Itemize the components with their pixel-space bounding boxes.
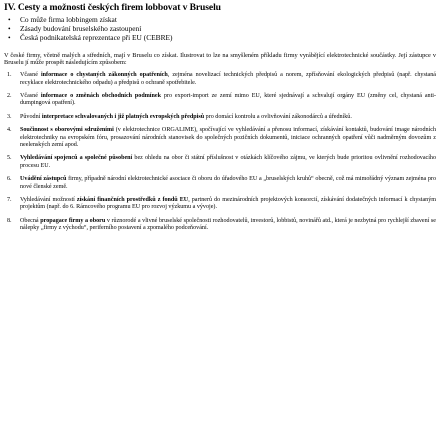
bullet-icon: •	[8, 33, 11, 43]
topic-item	[8, 15, 436, 24]
item-text: , zejména novelizací technických předpisů a norem, zpřísňování ekologických předpisů (např. chystaná recyklace elektrotechnického odpadu) a předpisů o ochraně spotřebitele.	[20, 72, 436, 86]
item-text: pro export-import ze zemí mimo EU, které sjednávají a schvalují orgány EU (změny cel, chystaná anti-dumpingová opatření).	[20, 93, 436, 107]
benefit-item	[4, 197, 436, 212]
item-number: 8.	[7, 217, 12, 224]
topic-list	[4, 15, 436, 43]
item-lead: Včasné	[20, 72, 41, 79]
item-text: v různorodé a vlivné bruselské společnosti rozhodovatelů, investorů, lobbistů, novinářů atd., která je nezbytná pro rychlejší zbavení se nálepky „firmy z východu“, periferního postavení a zpomalého podceňování.	[20, 217, 437, 232]
item-emphasis: informace o chystaných zákonných opatřeních	[40, 72, 168, 79]
item-emphasis: propagace firmy a oboru	[40, 217, 106, 224]
item-number: 5.	[7, 155, 12, 162]
benefit-item	[4, 93, 436, 108]
item-lead: Obecná	[20, 217, 41, 224]
benefit-item	[4, 218, 436, 233]
item-text: (v elektrotechnice ORGALIME), spočívající ve vyhledávání a přenosu informací, získávání kontaktů, budování image národních elektrotechniky na evropském fóru, prosazování národních stanovisek do společných pozičních dokumentů, iniciace ochranných opatření vůči nadměrným dovozům z neelenských zemí apod.	[20, 127, 436, 149]
item-text: bez ohledu na obor či státní příslušnost v otázkách klíčového zájmu, ve kterých bude prioritou ovlivnění rozhodovacího procesu EU.	[20, 155, 437, 169]
benefit-item	[4, 155, 436, 170]
item-number: 2.	[7, 93, 12, 100]
section-heading: IV. Cesty a možnosti českých firem lobbovat v Bruselu	[4, 2, 221, 13]
item-emphasis: informace o změnách obchodních podmínek	[40, 93, 161, 100]
item-number: 4.	[7, 127, 12, 134]
item-lead: Vyhledávání možností	[20, 197, 77, 204]
benefit-item	[4, 176, 436, 191]
topic-item	[8, 33, 436, 42]
item-emphasis: Uvádění zástupců	[20, 176, 67, 183]
item-emphasis: Vyhledávání spojenců a společné působení	[20, 155, 133, 162]
item-text: pro domácí kontrolu a ovlivňování zákonodárců a úředníků.	[204, 113, 352, 120]
item-number: 6.	[7, 176, 12, 183]
item-number: 3.	[7, 113, 12, 120]
bullet-icon: •	[8, 15, 11, 24]
intro-paragraph: V české firmy, včetně malých a středních, mají v Bruselu co získat. Ilustrovat to lze na smyšleném příkladu firmy vyrábějící elektrotechnické součástky. Její zástupce v Bruselu jí může prospět následujícím způsobem:	[4, 51, 436, 67]
benefit-item	[4, 72, 436, 87]
bullet-icon: •	[8, 24, 11, 34]
benefit-item	[4, 114, 436, 121]
topic-text: Zásady budování bruselského zastoupení	[20, 24, 142, 34]
item-text: firmy, případně národní elektrotechnické asociace či oboru do úřadového EU a „bruselských kruhů“ obecně, což má mimořádný význam zejména pro nové členské země.	[20, 176, 437, 190]
item-text: , partnerů do mezinárodních projektových konsorcií, získávání dodatečných informací k chystaným projektům (např. do 6. Rámcového programu EU pro rozvoj výzkumu a vývoje).	[20, 197, 436, 211]
item-emphasis: Součinnost s oborovými sdruženími	[20, 127, 114, 134]
item-lead: Včasné	[20, 93, 41, 100]
topic-text: Česká podnikatelská reprezentace při EU (CEBRE)	[20, 33, 173, 43]
item-number: 1.	[7, 72, 12, 79]
benefit-item	[4, 127, 436, 149]
item-emphasis: interpretace schvalovaných i již platných evropských předpisů	[41, 113, 205, 120]
topic-text: Co může firma lobbingem získat	[20, 15, 117, 24]
item-lead: Původní	[20, 113, 42, 120]
item-emphasis: získání finančních prostředků z fondů EU	[76, 197, 189, 204]
item-number: 7.	[7, 197, 12, 204]
benefit-list	[4, 72, 436, 233]
